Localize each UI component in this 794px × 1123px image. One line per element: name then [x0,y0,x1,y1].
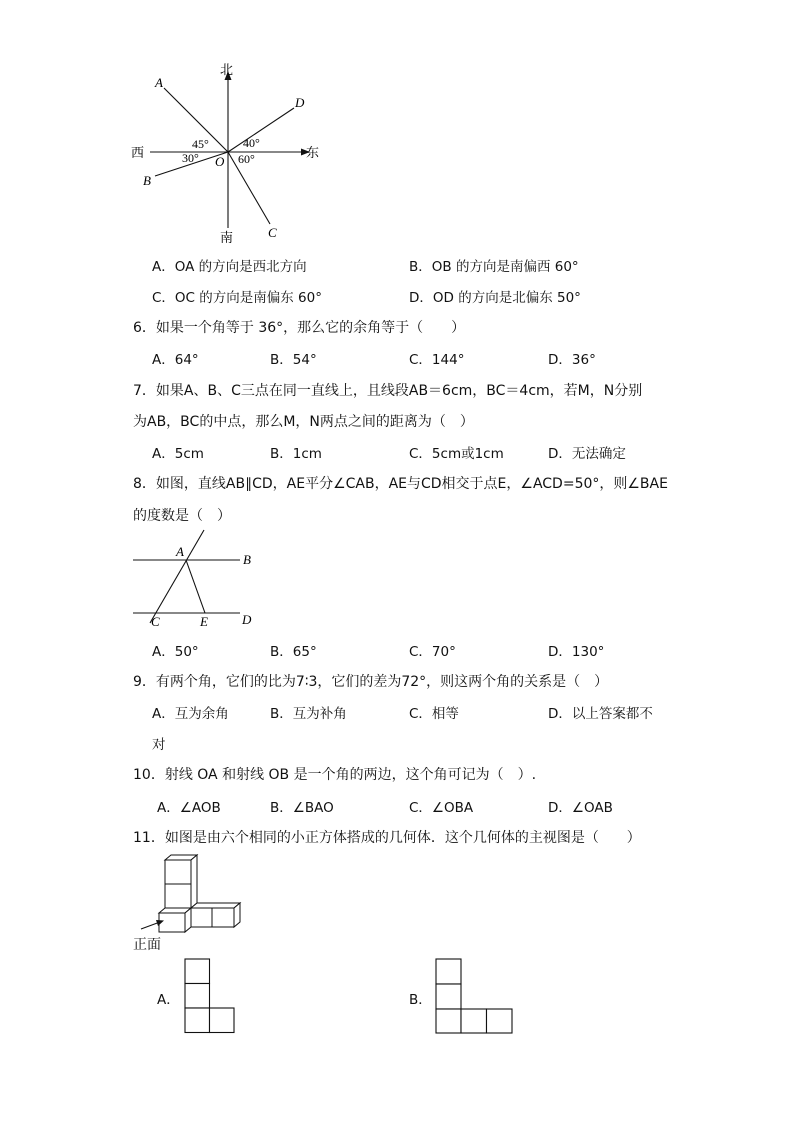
q10-stem: 10．射线 OA 和射线 OB 是一个角的两边，这个角可记为（ ）. [133,767,537,783]
label-west: 西 [131,146,145,161]
q8-option-b[interactable]: B．65° [270,644,317,660]
angle-30: 30° [182,151,199,165]
q7-stem-line1: 7．如果A、B、C三点在同一直线上，且线段AB＝6cm，BC＝4cm，若M，N分别 [133,383,643,399]
q11-stem: 11．如图是由六个相同的小正方体搭成的几何体．这个几何体的主视图是（ ） [133,830,641,846]
q10-option-a[interactable]: A．∠AOB [157,800,221,816]
q6-option-b[interactable]: B．54° [270,352,317,368]
angle-45: 45° [192,137,209,151]
q8-option-a[interactable]: A．50° [152,644,199,660]
q7-option-c[interactable]: C．5cm或1cm [409,446,504,462]
q8-label-b: B [243,552,251,567]
q9-option-d-continued: 对 [152,737,166,753]
q5-option-b[interactable]: B．OB 的方向是南偏西 60° [409,259,579,275]
q10-option-b[interactable]: B．∠BAO [270,800,334,816]
q8-figure [128,528,258,628]
label-b: B [143,173,151,188]
q7-option-b[interactable]: B．1cm [270,446,322,462]
label-d: D [295,95,305,110]
label-o: O [215,154,225,169]
q5-option-a[interactable]: A．OA 的方向是西北方向 [152,259,307,275]
angle-60: 60° [238,152,255,166]
q8-label-e: E [200,614,208,628]
q9-option-a[interactable]: A．互为余角 [152,706,229,722]
q10-option-c[interactable]: C．∠OBA [409,800,474,816]
q8-option-c[interactable]: C．70° [409,644,456,660]
q11-front-label: 正面 [133,937,161,953]
q11-option-a-label[interactable]: A． [157,992,180,1008]
compass-figure [125,55,330,250]
q8-option-d[interactable]: D．130° [548,644,605,660]
q7-option-d[interactable]: D．无法确定 [548,446,626,462]
q11-option-b-view[interactable] [434,957,515,1035]
label-c: C [268,225,277,240]
q9-option-c[interactable]: C．相等 [409,706,459,722]
q11-cube-figure [130,852,245,934]
q9-stem: 9．有两个角，它们的比为7∶3，它们的差为72°，则这两个角的关系是（ ） [133,674,609,690]
q8-stem-line2: 的度数是（ ） [133,508,231,524]
label-east: 东 [306,146,320,161]
q8-label-c: C [151,614,160,628]
q8-stem-line1: 8．如图，直线AB∥CD，AE平分∠CAB，AE与CD相交于点E，∠ACD=50°，则∠BAE [133,476,668,492]
q9-option-b[interactable]: B．互为补角 [270,706,347,722]
q9-option-d[interactable]: D．以上答案都不 [548,706,653,722]
q6-option-c[interactable]: C．144° [409,352,465,368]
q8-label-a: A [176,544,184,559]
label-a: A [155,75,163,90]
q5-option-d[interactable]: D．OD 的方向是北偏东 50° [409,290,581,306]
q6-option-d[interactable]: D．36° [548,352,596,368]
label-south: 南 [220,231,234,246]
label-north: 北 [220,63,234,78]
q11-option-b-label[interactable]: B． [409,992,432,1008]
q8-label-d: D [242,612,252,627]
q6-stem: 6．如果一个角等于 36°，那么它的余角等于（ ） [133,320,466,336]
q5-option-c[interactable]: C．OC 的方向是南偏东 60° [152,290,322,306]
angle-40: 40° [243,136,260,150]
q10-option-d[interactable]: D．∠OAB [548,800,613,816]
q11-option-a-view[interactable] [183,957,237,1035]
q7-stem-line2: 为AB，BC的中点，那么M，N两点之间的距离为（ ） [133,414,474,430]
q7-option-a[interactable]: A．5cm [152,446,204,462]
q6-option-a[interactable]: A．64° [152,352,199,368]
